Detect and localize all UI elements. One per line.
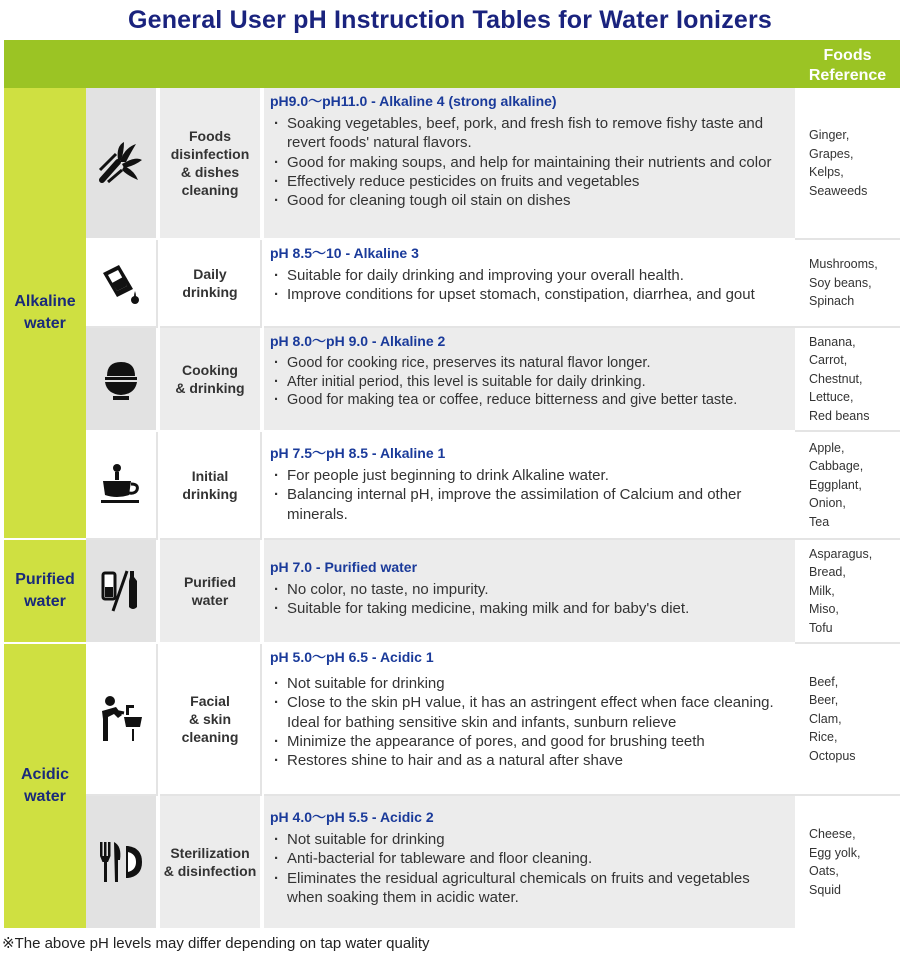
rice-bowl-icon [86, 328, 158, 432]
foods-reference-cell: Asparagus, Bread, Milk, Miso, Tofu [795, 540, 900, 644]
usage-point: · Anti-bacterial for tableware and floor cleaning. [270, 849, 789, 868]
foods-reference-cell: Apple, Cabbage, Eggplant, Onion, Tea [795, 432, 900, 540]
usage-point: · For people just beginning to drink Alkaline water. [270, 466, 789, 485]
group-alkaline-water: Alkaline water [4, 88, 86, 540]
foods-reference-cell: Banana, Carrot, Chestnut, Lettuce, Red beans [795, 328, 900, 432]
ph-level-heading: pH9.0～pH11.0 - Alkaline 4 (strong alkaline) [270, 93, 557, 109]
usage-list [270, 114, 789, 210]
usage-point: · Restores shine to hair and as a natural after shave [270, 751, 789, 770]
row-label-facial-skin-cleaning: Facial & skin cleaning [160, 644, 262, 796]
row-description-alkaline-4 [264, 88, 795, 240]
row-description-alkaline-3 [264, 240, 795, 328]
ph-level-heading: pH 5.0～pH 6.5 - Acidic 1 [270, 649, 434, 665]
foods-reference-cell: Mushrooms, Soy beans, Spinach [795, 240, 900, 328]
usage-point: · Good for making soups, and help for maintaining their nutrients and color [270, 153, 789, 172]
row-label-cooking-drinking: Cooking & drinking [160, 328, 262, 432]
ph-level-heading: pH 7.0 - Purified water [270, 559, 418, 575]
header-bar [4, 40, 795, 88]
usage-point: · Good for cooking rice, preserves its natural flavor longer. [270, 354, 789, 373]
usage-point: · Suitable for daily drinking and improving your overall health. [270, 266, 789, 285]
ph-level-heading: pH 7.5～pH 8.5 - Alkaline 1 [270, 445, 446, 461]
face-washing-icon [86, 644, 158, 796]
usage-point: · Improve conditions for upset stomach, constipation, diarrhea, and gout [270, 285, 789, 304]
usage-point: · Suitable for taking medicine, making milk and for baby's diet. [270, 599, 789, 618]
usage-list [270, 830, 789, 907]
usage-point: · Balancing internal pH, improve the assimilation of Calcium and other minerals. [270, 485, 789, 524]
ph-level-heading: pH 4.0～pH 5.5 - Acidic 2 [270, 809, 434, 825]
ph-table [4, 40, 900, 928]
foods-reference-cell: Cheese, Egg yolk, Oats, Squid [795, 796, 900, 928]
row-description-acidic-1 [264, 644, 795, 796]
foods-reference-cell: Beef, Beer, Clam, Rice, Octopus [795, 644, 900, 796]
row-description-acidic-2 [264, 796, 795, 928]
row-description-alkaline-2 [264, 328, 795, 432]
row-label-daily-drinking: Daily drinking [160, 240, 262, 328]
ph-level-heading: pH 8.5～10 - Alkaline 3 [270, 245, 419, 261]
usage-point: · No color, no taste, no impurity. [270, 580, 789, 599]
row-description-alkaline-1 [264, 432, 795, 540]
usage-list [270, 466, 789, 524]
group-purified-water: Purified water [4, 540, 86, 644]
page-title: General User pH Instruction Tables for Water Ionizers [127, 6, 773, 34]
usage-point: · Good for making tea or coffee, reduce bitterness and give better taste. [270, 391, 789, 410]
usage-point: · Effectively reduce pesticides on fruits and vegetables [270, 172, 789, 191]
coffee-cup-icon [86, 432, 158, 540]
usage-point: · Good for cleaning tough oil stain on dishes [270, 191, 789, 210]
usage-point: · After initial period, this level is suitable for daily drinking. [270, 373, 789, 392]
row-label-purified-water: Purified water [160, 540, 262, 644]
group-acidic-water: Acidic water [4, 644, 86, 928]
baby-bottle-icon [86, 540, 158, 644]
usage-list [270, 266, 789, 305]
usage-point: · Not suitable for drinking [270, 674, 789, 693]
foods-reference-header: Foods Reference [795, 40, 900, 88]
row-description-purified [264, 540, 795, 644]
usage-point: · Eliminates the residual agricultural chemicals on fruits and vegetables when soaking them in acidic water. [270, 869, 789, 908]
usage-point: · Not suitable for drinking [270, 830, 789, 849]
usage-point: · Close to the skin pH value, it has an astringent effect when face cleaning. Ideal for bathing sensitive skin and infants, sunburn relieve [270, 693, 789, 732]
row-label-foods-disinfection: Foods disinfection & dishes cleaning [160, 88, 262, 240]
footnote: ※The above pH levels may differ depending on tap water quality [2, 935, 430, 952]
row-label-initial-drinking: Initial drinking [160, 432, 262, 540]
foods-reference-cell: Ginger, Grapes, Kelps, Seaweeds [795, 88, 900, 240]
usage-list [270, 354, 789, 410]
usage-list [270, 674, 789, 770]
usage-list [270, 580, 789, 619]
ph-level-heading: pH 8.0～pH 9.0 - Alkaline 2 [270, 333, 446, 349]
pouring-glass-icon [86, 240, 158, 328]
tableware-icon [86, 796, 158, 928]
usage-point: · Minimize the appearance of pores, and good for brushing teeth [270, 732, 789, 751]
usage-point: · Soaking vegetables, beef, pork, and fresh fish to remove fishy taste and revert foods' natural flavors. [270, 114, 789, 153]
vegetables-icon [86, 88, 158, 240]
row-label-sterilization-disinfection: Sterilization & disinfection [160, 796, 262, 928]
